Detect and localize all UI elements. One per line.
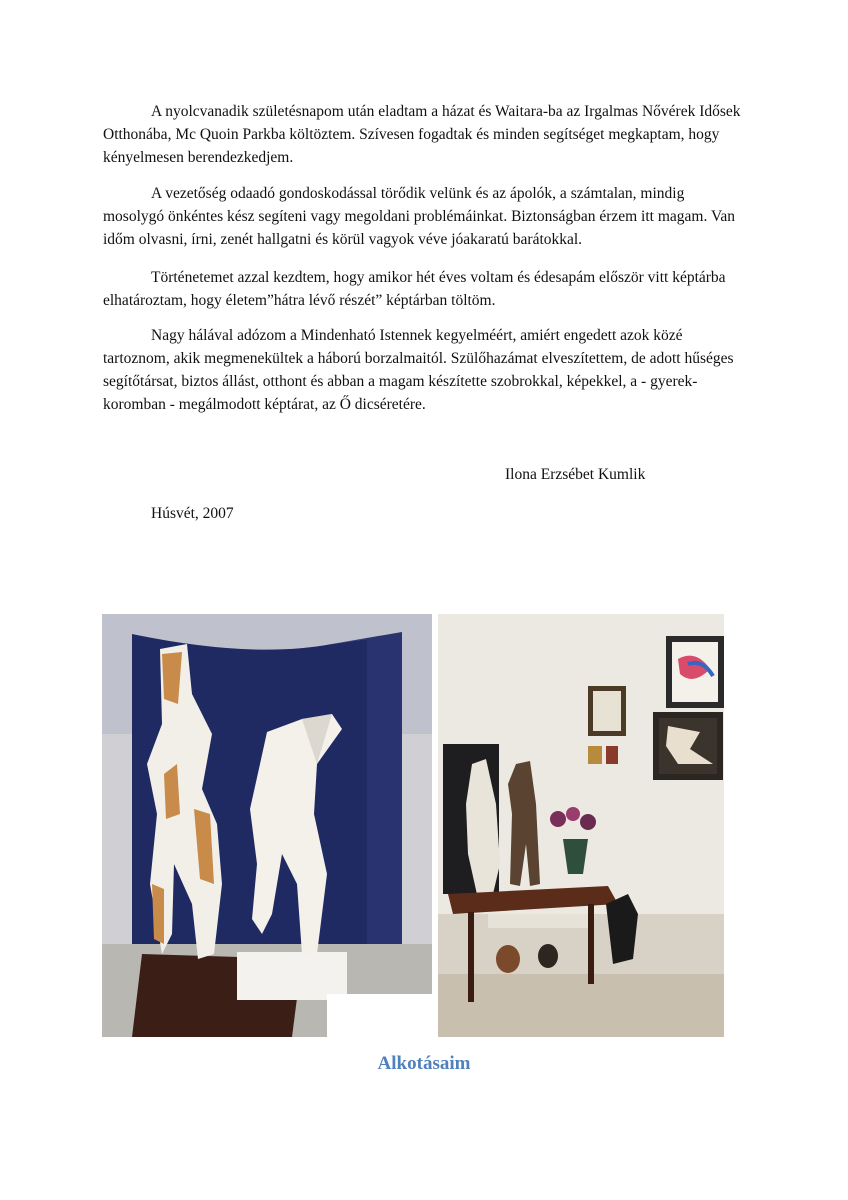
sculpture-photo-left [102, 614, 432, 1037]
author-signature: Ilona Erzsébet Kumlik [505, 466, 646, 483]
paragraph-1: A nyolcvanadik születésnapom után eladtam a házat és Waitara-ba az Irgalmas Nővérek Idősek Otthonába, Mc Quoin Parkba költöztem. Szívesen fogadtak és minden segítséget megkaptam, hogy kényelmesen berendezkedjem. [103, 103, 741, 166]
paragraph-4: Nagy hálával adózom a Mindenható Istennek kegyelméért, amiért engedett azok közé tartoznom, akik megmenekültek a háború borzalmaitól. Szülőhazámat elveszítettem, de adott hűséges segítőtársat, biztos állást, otthont és abban a magam készítette szobrokkal, képekkel, a - gyerek-koromban - megálmodott képtárat, az Ő dicséretére. [103, 327, 734, 413]
dateline: Húsvét, 2007 [151, 505, 234, 522]
photo-caption: Alkotásaim [377, 1053, 471, 1074]
paragraph-2: A vezetőség odaadó gondoskodással törődik velünk és az ápolók, a számtalan, mindig mosolygó önkéntes kész segíteni vagy megoldani problémáinkat. Biztonságban érzem itt magam. Van időm olvasni, írni, zenét hallgatni és körül vagyok véve jóakaratú barátokkal. [103, 185, 736, 248]
paragraph-3: Történetemet azzal kezdtem, hogy amikor hét éves voltam és édesapám először vitt képtárba elhatároztam, hogy életem”hátra lévő részét” képtárban töltöm. [103, 269, 726, 309]
gallery-photo-right [438, 614, 724, 1037]
